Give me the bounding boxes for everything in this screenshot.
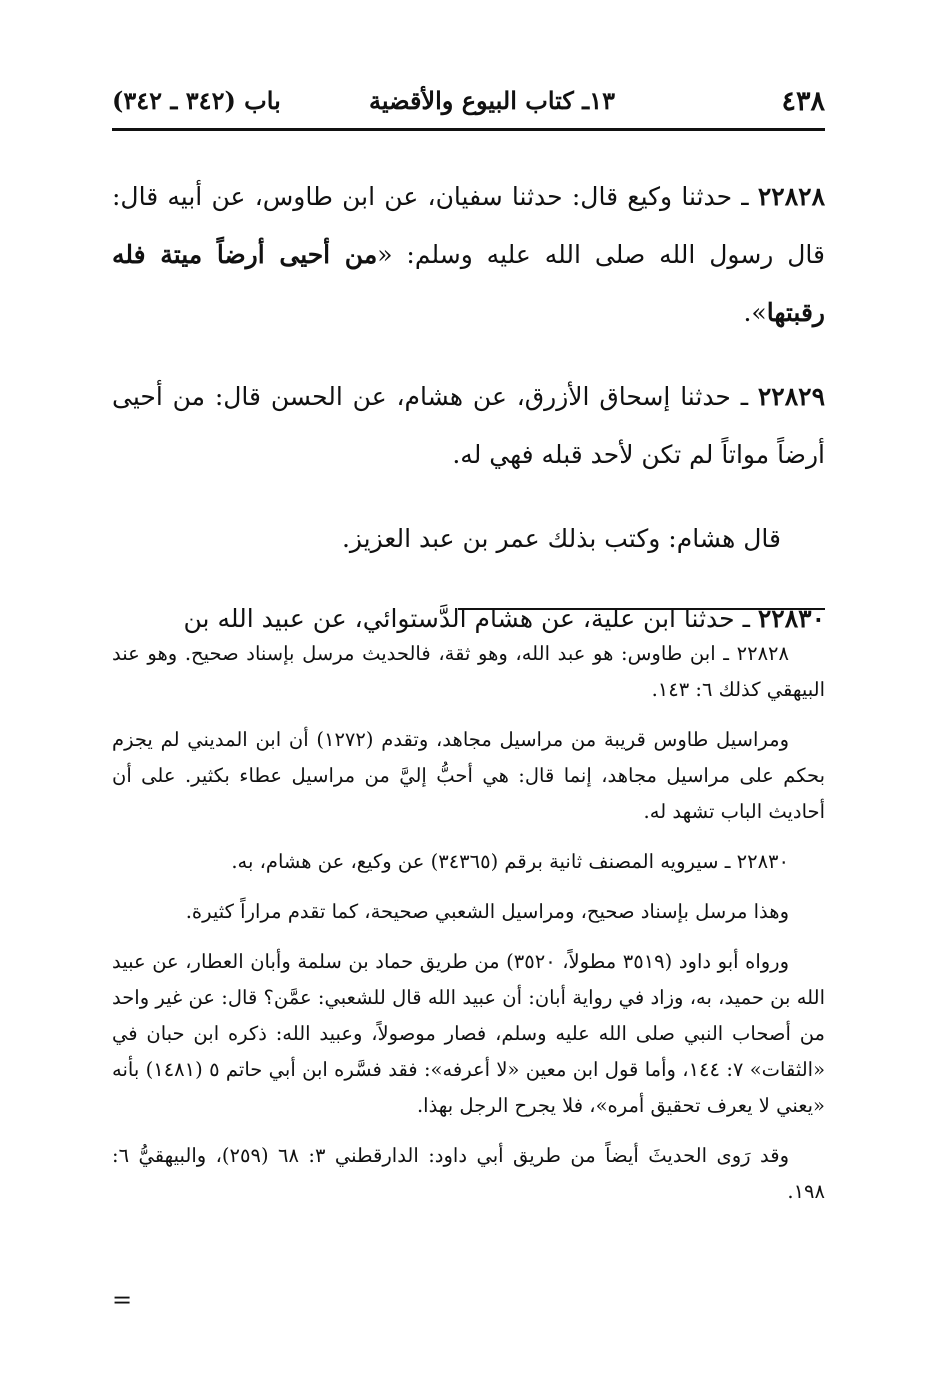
footnote-text: ـ ابن طاوس: هو عبد الله، وهو ثقة، فالحديث مرسل بإسناد صحيح. وهو عند البيهقي كذلك ٦: ١٤٣.	[112, 642, 825, 701]
footnote-number: ٢٢٨٢٨	[736, 642, 789, 665]
book-title: ١٣ـ كتاب البيوع والأقضية	[369, 86, 615, 115]
hadith-number: ٢٢٨٢٨	[757, 182, 825, 211]
hadith-22828	[112, 168, 825, 342]
hadith-text: ـ حدثنا وكيع قال: حدثنا سفيان، عن ابن طاوس، عن أبيه قال: قال رسول الله صلى الله عليه وسلم: «	[112, 182, 825, 269]
footnote-number: ٢٢٨٣٠	[736, 850, 789, 873]
footnotes	[112, 636, 825, 1224]
hadith-22829	[112, 368, 825, 484]
hadith-end: ».	[743, 298, 767, 327]
hadith-text: ـ حدثنا إسحاق الأزرق، عن هشام، عن الحسن قال: من أحيى أرضاً مواتاً لم تكن لأحد قبله فهي له.	[112, 382, 825, 469]
main-text	[112, 168, 825, 674]
footnote-22830	[112, 844, 825, 880]
hadith-number: ٢٢٨٣٠	[757, 604, 825, 633]
footnote-paragraph: ومراسيل طاوس قريبة من مراسيل مجاهد، وتقدم (١٢٧٢) أن ابن المديني لم يجزم بحكم على مراسيل مجاهد، إنما قال: هي أحبُّ إليَّ من مراسيل عطاء بكثير. على أن أحاديث الباب تشهد له.	[112, 728, 825, 823]
footnote-text: ـ سيرويه المصنف ثانية برقم (٣٤٣٦٥) عن وكيع، عن هشام، به.	[231, 850, 737, 873]
chapter-title: باب (٣٤٢ ـ ٣٤٢)	[112, 86, 281, 115]
footnote-paragraph: وقد رَوى الحديثَ أيضاً من طريق أبي داود: الدارقطني ٣: ٦٨ (٢٥٩)، والبيهقيُّ ٦: ١٩٨.	[112, 1144, 825, 1203]
footnote-22828	[112, 636, 825, 708]
hadith-text: ـ حدثنا ابن علية، عن هشام الدَّستوائي، عن عبيد الله بن	[183, 604, 758, 633]
page-number: ٤٣٨	[781, 86, 825, 117]
hadith-quote: من أحيى أرضاً ميتة فله رقبتها	[112, 240, 825, 327]
footnote-paragraph: ورواه أبو داود (٣٥١٩ مطولاً، ٣٥٢٠) من طريق حماد بن سلمة وأبان العطار، عن عبيد الله بن حميد، به، وزاد في رواية أبان: أن عبيد الله قال للشعبي: عمَّن؟ قال: عن غير واحد من أصحاب النبي صلى الله عليه وسلم، فصار موصولاً، وعبيد الله: ذكره ابن حبان في «الثقات» ٧: ١٤٤، وأما قول ابن معين «لا أعرفه»: فقد فسَّره ابن أبي حاتم ٥ (١٤٨١) بأنه «يعني لا يعرف تحقيق أمره»، فلا يجرح الرجل بهذا.	[112, 950, 826, 1117]
hadith-number: ٢٢٨٢٩	[757, 382, 825, 411]
continuation-mark: =	[112, 1286, 133, 1314]
footnote-divider	[458, 608, 825, 610]
running-header	[112, 78, 825, 131]
hadith-22829-remark: قال هشام: وكتب بذلك عمر بن عبد العزيز.	[341, 524, 781, 553]
footnote-paragraph: وهذا مرسل بإسناد صحيح، ومراسيل الشعبي صحيحة، كما تقدم مراراً كثيرة.	[185, 900, 789, 923]
